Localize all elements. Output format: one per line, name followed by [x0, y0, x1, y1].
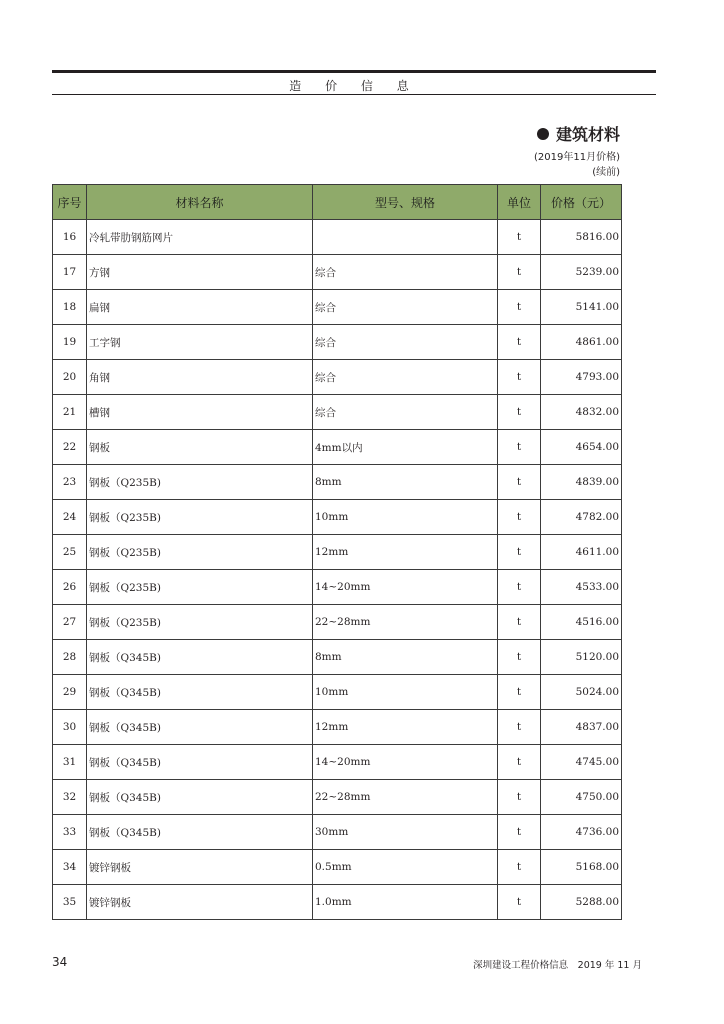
cell-spec: 综合 [313, 325, 498, 360]
cell-price: 5141.00 [541, 290, 622, 325]
cell-no: 29 [53, 675, 87, 710]
table-row [53, 290, 622, 325]
cell-price: 5239.00 [541, 255, 622, 290]
cell-unit: t [498, 360, 541, 395]
cell-unit: t [498, 220, 541, 255]
cell-spec: 10mm [313, 675, 498, 710]
cell-no: 34 [53, 850, 87, 885]
table-row [53, 255, 622, 290]
cell-price: 4516.00 [541, 605, 622, 640]
cell-unit: t [498, 815, 541, 850]
cell-spec: 14~20mm [313, 570, 498, 605]
cell-spec: 综合 [313, 395, 498, 430]
cell-spec: 8mm [313, 640, 498, 675]
cell-unit: t [498, 325, 541, 360]
cell-price: 4793.00 [541, 360, 622, 395]
cell-no: 30 [53, 710, 87, 745]
bullet-icon [537, 128, 549, 140]
cell-price: 4654.00 [541, 430, 622, 465]
cell-price: 5168.00 [541, 850, 622, 885]
price-table [52, 184, 622, 920]
cell-no: 27 [53, 605, 87, 640]
cell-no: 32 [53, 780, 87, 815]
table-row [53, 675, 622, 710]
cell-name: 扁钢 [87, 290, 313, 325]
cell-no: 33 [53, 815, 87, 850]
cell-spec: 12mm [313, 535, 498, 570]
cell-spec: 12mm [313, 710, 498, 745]
cell-spec: 1.0mm [313, 885, 498, 920]
cell-no: 21 [53, 395, 87, 430]
cell-name: 冷轧带肋钢筋网片 [87, 220, 313, 255]
cell-name: 钢板（Q345B) [87, 780, 313, 815]
cell-spec: 22~28mm [313, 605, 498, 640]
table-row [53, 360, 622, 395]
cell-no: 24 [53, 500, 87, 535]
cell-no: 22 [53, 430, 87, 465]
cell-spec: 综合 [313, 360, 498, 395]
table-row [53, 465, 622, 500]
header-spec: 型号、规格 [313, 185, 498, 220]
cell-name: 钢板（Q345B) [87, 815, 313, 850]
table-row [53, 535, 622, 570]
cell-price: 4861.00 [541, 325, 622, 360]
cell-name: 镀锌钢板 [87, 885, 313, 920]
section-heading [534, 122, 620, 180]
cell-price: 4832.00 [541, 395, 622, 430]
cell-name: 钢板（Q235B) [87, 570, 313, 605]
cell-unit: t [498, 605, 541, 640]
table-row [53, 430, 622, 465]
cell-name: 钢板（Q345B) [87, 640, 313, 675]
cell-no: 31 [53, 745, 87, 780]
cell-name: 工字钢 [87, 325, 313, 360]
header-rule [52, 94, 656, 95]
cell-no: 20 [53, 360, 87, 395]
header-no: 序号 [53, 185, 87, 220]
cell-price: 4736.00 [541, 815, 622, 850]
cell-no: 25 [53, 535, 87, 570]
cell-unit: t [498, 430, 541, 465]
cell-spec: 8mm [313, 465, 498, 500]
cell-price: 4611.00 [541, 535, 622, 570]
cell-no: 35 [53, 885, 87, 920]
cell-unit: t [498, 885, 541, 920]
table-row [53, 850, 622, 885]
cell-name: 槽钢 [87, 395, 313, 430]
section-subtitle: (2019年11月价格) [534, 152, 620, 163]
table-row [53, 885, 622, 920]
table-row [53, 570, 622, 605]
table-row [53, 745, 622, 780]
table-row [53, 500, 622, 535]
cell-unit: t [498, 570, 541, 605]
section-title-row [534, 122, 620, 145]
cell-name: 钢板（Q235B) [87, 605, 313, 640]
cell-price: 5816.00 [541, 220, 622, 255]
cell-spec: 综合 [313, 290, 498, 325]
cell-no: 16 [53, 220, 87, 255]
cell-unit: t [498, 500, 541, 535]
cell-unit: t [498, 745, 541, 780]
table-body [53, 220, 622, 920]
cell-price: 4745.00 [541, 745, 622, 780]
footer-publication: 深圳建设工程价格信息 2019 年 11 月 [473, 960, 642, 971]
cell-unit: t [498, 395, 541, 430]
cell-price: 5288.00 [541, 885, 622, 920]
cell-name: 方钢 [87, 255, 313, 290]
cell-unit: t [498, 850, 541, 885]
cell-unit: t [498, 465, 541, 500]
cell-no: 17 [53, 255, 87, 290]
section-title: 建筑材料 [555, 125, 620, 144]
cell-no: 19 [53, 325, 87, 360]
table-row [53, 780, 622, 815]
cell-price: 4839.00 [541, 465, 622, 500]
section-note: (续前) [592, 167, 620, 178]
cell-name: 镀锌钢板 [87, 850, 313, 885]
cell-price: 4533.00 [541, 570, 622, 605]
cell-unit: t [498, 710, 541, 745]
cell-spec: 22~28mm [313, 780, 498, 815]
cell-spec [313, 220, 498, 255]
cell-price: 5120.00 [541, 640, 622, 675]
cell-no: 23 [53, 465, 87, 500]
table-row [53, 395, 622, 430]
table-row [53, 605, 622, 640]
cell-unit: t [498, 255, 541, 290]
cell-price: 4750.00 [541, 780, 622, 815]
header-price: 价格（元） [541, 185, 622, 220]
cell-no: 18 [53, 290, 87, 325]
cell-spec: 4mm以内 [313, 430, 498, 465]
cell-unit: t [498, 290, 541, 325]
cell-no: 28 [53, 640, 87, 675]
cell-unit: t [498, 780, 541, 815]
cell-price: 4837.00 [541, 710, 622, 745]
cell-unit: t [498, 675, 541, 710]
header-unit: 单位 [498, 185, 541, 220]
table-row [53, 220, 622, 255]
cell-unit: t [498, 640, 541, 675]
table-row [53, 640, 622, 675]
cell-name: 钢板（Q345B) [87, 710, 313, 745]
page-number: 34 [52, 955, 68, 969]
table-header-row [53, 185, 622, 220]
cell-name: 钢板（Q235B) [87, 465, 313, 500]
cell-name: 钢板（Q235B) [87, 500, 313, 535]
cell-spec: 10mm [313, 500, 498, 535]
table-row [53, 815, 622, 850]
cell-no: 26 [53, 570, 87, 605]
cell-spec: 30mm [313, 815, 498, 850]
cell-spec: 14~20mm [313, 745, 498, 780]
cell-spec: 0.5mm [313, 850, 498, 885]
cell-name: 钢板（Q345B) [87, 745, 313, 780]
cell-unit: t [498, 535, 541, 570]
running-header: 造 价 信 息 [289, 79, 419, 93]
table-row [53, 710, 622, 745]
top-rule [52, 70, 656, 73]
cell-name: 钢板 [87, 430, 313, 465]
cell-name: 角钢 [87, 360, 313, 395]
cell-price: 4782.00 [541, 500, 622, 535]
cell-name: 钢板（Q345B) [87, 675, 313, 710]
cell-spec: 综合 [313, 255, 498, 290]
header-name: 材料名称 [87, 185, 313, 220]
cell-name: 钢板（Q235B) [87, 535, 313, 570]
table-row [53, 325, 622, 360]
cell-price: 5024.00 [541, 675, 622, 710]
